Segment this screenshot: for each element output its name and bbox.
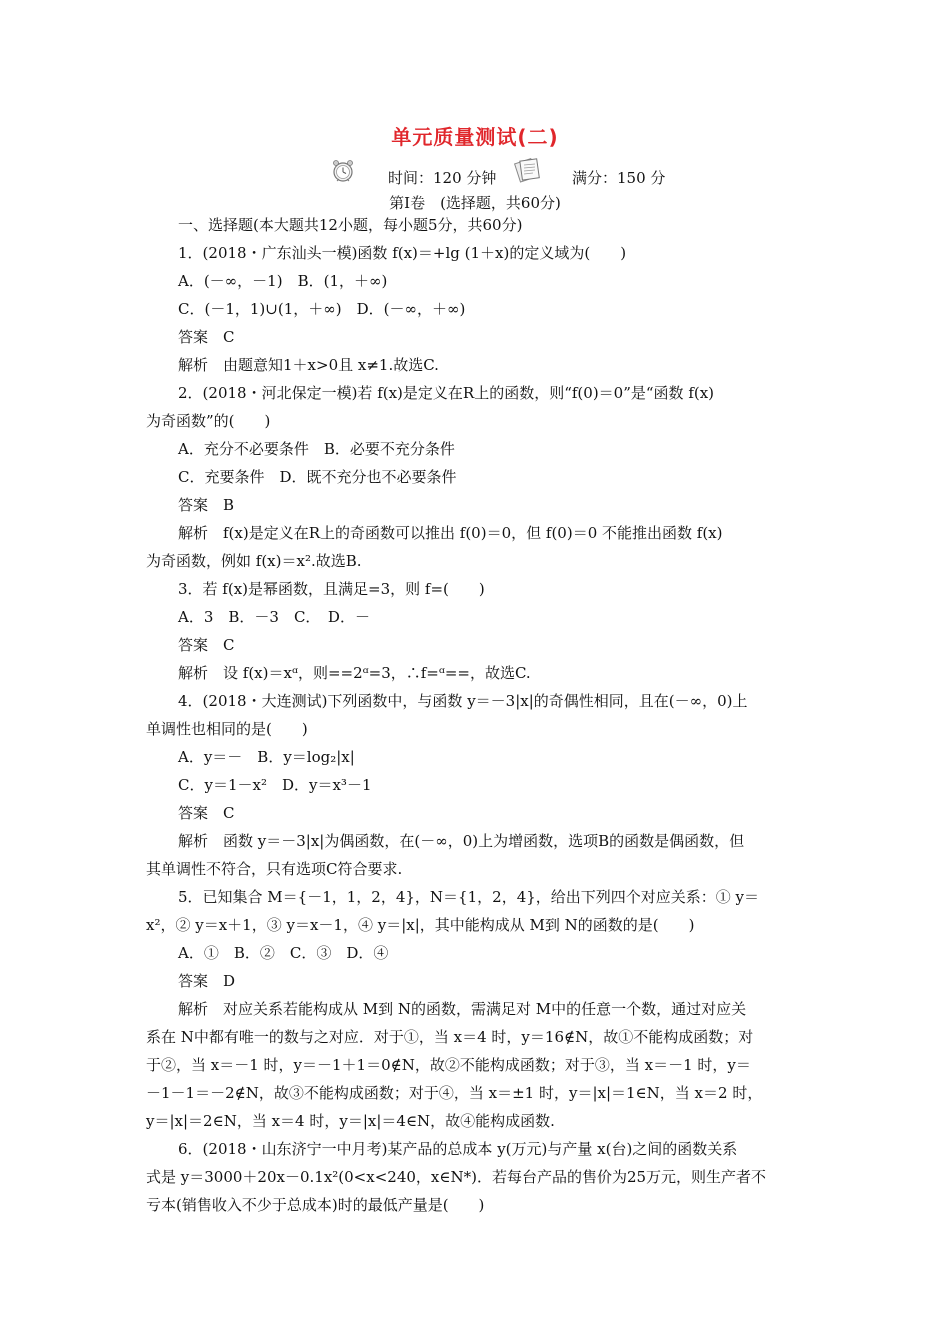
text-line: 一、选择题(本大题共12小题，每小题5分，共60分) bbox=[178, 216, 523, 234]
exam-paper-icon bbox=[513, 156, 541, 184]
alarm-clock-icon bbox=[330, 158, 356, 184]
exam-meta bbox=[330, 164, 750, 194]
exam-full-score: 满分：150 分 bbox=[572, 169, 666, 187]
text-line: 2．(2018・河北保定一模)若 f(x)是定义在R上的函数，则“f(0)＝0”是“函数 f(x) bbox=[178, 384, 715, 402]
text-line: 解析 对应关系若能构成从 M到 N的函数，需满足对 M中的任意一个数，通过对应关 bbox=[178, 1000, 747, 1018]
page-title: 单元质量测试(二) bbox=[391, 125, 559, 149]
text-line: －1－1＝－2∉N，故③不能构成函数；对于④，当 x＝±1 时，y＝|x|＝1∈N，当 x＝2 时， bbox=[146, 1084, 763, 1102]
section-heading: 第Ⅰ卷 (选择题，共60分) bbox=[389, 194, 561, 212]
text-line: 解析 设 f(x)＝xᵅ，则==2ᵅ=3，∴f=ᵅ==，故选C. bbox=[178, 664, 531, 682]
text-line: y＝|x|＝2∈N，当 x＝4 时，y＝|x|＝4∈N，故④能构成函数. bbox=[146, 1112, 555, 1130]
text-line: 系在 N中都有唯一的数与之对应．对于①，当 x＝4 时，y＝16∉N，故①不能构成函数；对 bbox=[146, 1028, 754, 1046]
text-line: A．(－∞，－1) B．(1，＋∞) bbox=[178, 272, 388, 290]
text-line: 5．已知集合 M＝{－1，1，2，4}，N＝{1，2，4}，给出下列四个对应关系：① y＝ bbox=[178, 888, 760, 906]
text-line: A．y＝－ B．y＝log₂|x| bbox=[178, 748, 355, 766]
text-line: 1．(2018・广东汕头一模)函数 f(x)＝+lg (1＋x)的定义域为( ) bbox=[178, 244, 627, 262]
text-line: 其单调性不符合，只有选项C符合要求. bbox=[146, 860, 403, 878]
text-line: A．充分不必要条件 B．必要不充分条件 bbox=[178, 440, 455, 458]
text-line: 6．(2018・山东济宁一中月考)某产品的总成本 y(万元)与产量 x(台)之间的函数关系 bbox=[178, 1140, 738, 1158]
text-line: C．y＝1－x² D．y＝x³－1 bbox=[178, 776, 372, 794]
text-line: 答案 C bbox=[178, 804, 235, 822]
text-line: 答案 B bbox=[178, 496, 235, 514]
text-line: 解析 f(x)是定义在R上的奇函数可以推出 f(0)＝0，但 f(0)＝0 不能推出函数 f(x) bbox=[178, 524, 723, 542]
text-line: 式是 y＝3000＋20x－0.1x²(0<x<240，x∈N*)．若每台产品的售价为25万元，则生产者不 bbox=[146, 1168, 767, 1186]
text-line: 答案 C bbox=[178, 328, 235, 346]
text-line: 单调性也相同的是( ) bbox=[146, 720, 308, 738]
text-line: 4．(2018・大连测试)下列函数中，与函数 y＝－3|x|的奇偶性相同，且在(－∞，0)上 bbox=[178, 692, 748, 710]
text-line: C．(－1，1)∪(1，＋∞) D．(－∞，＋∞) bbox=[178, 300, 466, 318]
text-line: 答案 D bbox=[178, 972, 236, 990]
text-line: 为奇函数，例如 f(x)＝x².故选B. bbox=[146, 552, 362, 570]
text-line: 3．若 f(x)是幂函数，且满足=3，则 f=( ) bbox=[178, 580, 485, 598]
text-line: 为奇函数”的( ) bbox=[146, 412, 271, 430]
text-line: x²，② y＝x＋1，③ y＝x－1，④ y＝|x|，其中能构成从 M到 N的函数的是( ) bbox=[146, 916, 695, 934]
text-line: A．3 B．－3 C． D．－ bbox=[178, 608, 370, 626]
text-line: 亏本(销售收入不少于总成本)时的最低产量是( ) bbox=[146, 1196, 485, 1214]
text-line: 于②，当 x＝－1 时，y＝－1＋1＝0∉N，故②不能构成函数；对于③，当 x＝－1 时，y＝ bbox=[146, 1056, 751, 1074]
exam-time: 时间：120 分钟 bbox=[388, 169, 497, 187]
text-line: 解析 函数 y＝－3|x|为偶函数，在(－∞，0)上为增函数，选项B的函数是偶函数，但 bbox=[178, 832, 745, 850]
text-line: C．充要条件 D．既不充分也不必要条件 bbox=[178, 468, 457, 486]
text-line: 解析 由题意知1＋x>0且 x≠1.故选C. bbox=[178, 356, 439, 374]
text-line: A．① B．② C．③ D．④ bbox=[178, 944, 389, 962]
text-line: 答案 C bbox=[178, 636, 235, 654]
